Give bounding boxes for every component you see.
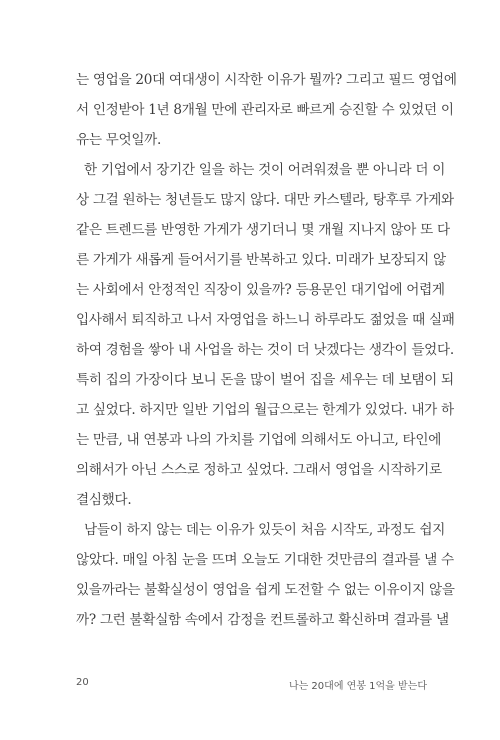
text-line: 않았다. 매일 아침 눈을 뜨며 오늘도 기대한 것만큼의 결과를 낼 수 [76, 552, 454, 568]
text-line: 한 기업에서 장기간 일을 하는 것이 어려워졌을 뿐 아니라 더 이 [76, 162, 446, 178]
text-line: 하여 경험을 쌓아 내 사업을 하는 것이 더 낫겠다는 생각이 들었다. [76, 342, 454, 358]
text-line: 같은 트렌드를 반영한 가게가 생기더니 몇 개월 지나지 않아 또 다 [76, 222, 450, 238]
text-line: 까? 그런 불확실함 속에서 감정을 컨트롤하고 확신하며 결과를 낼 [76, 612, 449, 628]
text-line: 서 인정받아 1년 8개월 만에 관리자로 빠르게 승진할 수 있었던 이 [76, 102, 454, 118]
text-line: 유는 무엇일까. [76, 132, 162, 148]
text-line: 입사해서 퇴직하고 나서 자영업을 하느니 하루라도 젊었을 때 실패 [76, 312, 455, 328]
text-line: 는 사회에서 안정적인 직장이 있을까? 등용문인 대기업에 어렵게 [76, 282, 445, 298]
text-line: 른 가게가 새롭게 들어서기를 반복하고 있다. 미래가 보장되지 않 [76, 252, 446, 268]
text-line: 있을까라는 불확실성이 영업을 쉽게 도전할 수 없는 이유이지 않을 [76, 582, 455, 598]
text-line: 남들이 하지 않는 데는 이유가 있듯이 처음 시작도, 과정도 쉽지 [76, 522, 446, 538]
text-line: 는 영업을 20대 여대생이 시작한 이유가 뭘까? 그리고 필드 영업에 [76, 72, 457, 88]
text-line: 고 싶었다. 하지만 일반 기업의 월급으로는 한계가 있었다. 내가 하 [76, 402, 454, 418]
text-line: 의해서가 아닌 스스로 정하고 싶었다. 그래서 영업을 시작하기로 [76, 462, 442, 478]
paragraph-2 [76, 515, 455, 635]
text-line: 상 그걸 원하는 청년들도 많지 않다. 대만 카스텔라, 탕후루 가게와 [76, 192, 454, 208]
text-line: 는 만큼, 내 연봉과 나의 가치를 기업에 의해서도 아니고, 타인에 [76, 432, 442, 448]
text-line: 특히 집의 가장이다 보니 돈을 많이 벌어 집을 세우는 데 보탬이 되 [76, 372, 454, 388]
paragraph-1 [76, 65, 457, 515]
text-line: 결심했다. [76, 492, 132, 508]
running-title: 나는 20대에 연봉 1억을 받는다 [288, 681, 427, 692]
page-number: 20 [76, 677, 89, 688]
